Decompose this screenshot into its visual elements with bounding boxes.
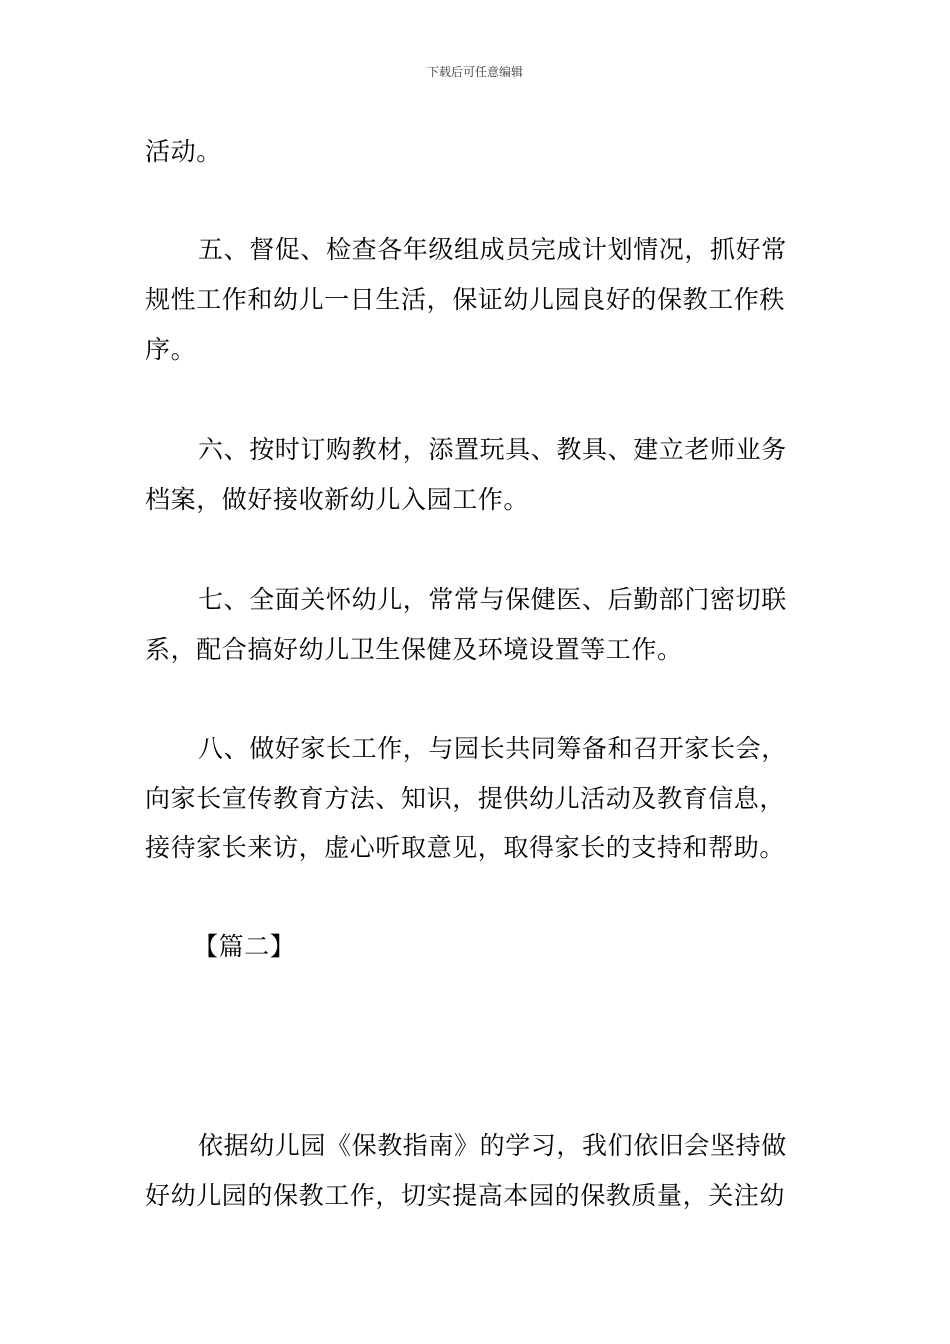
text-line: 活动。 [145,137,222,166]
text-line: 八、做好家长工作，与园长共同筹备和召开家长会， [198,734,787,763]
text-line: 序。 [145,335,197,364]
text-line: 档案，做好接收新幼儿入园工作。 [145,485,530,514]
text-line: 好幼儿园的保教工作，切实提高本园的保教质量，关注幼 [145,1181,786,1210]
text-line: 系，配合搞好幼儿卫生保健及环境设置等工作。 [145,635,683,664]
text-line: 六、按时订购教材，添置玩具、教具、建立老师业务 [198,435,787,464]
page-header: 下载后可任意编辑 [426,65,523,79]
text-line: 向家长宣传教育方法、知识，提供幼儿活动及教育信息， [145,784,786,813]
text-line: 五、督促、检查各年级组成员完成计划情况，抓好常 [198,235,787,264]
text-line: 接待家长来访，虚心听取意见，取得家长的支持和帮助。 [145,833,786,862]
text-line: 依据幼儿园《保教指南》的学习，我们依旧会坚持做 [198,1131,787,1160]
text-line: 规性工作和幼儿一日生活，保证幼儿园良好的保教工作秩 [145,285,786,314]
section-heading: 【篇二】 [193,932,296,961]
text-line: 七、全面关怀幼儿，常常与保健医、后勤部门密切联 [198,585,787,614]
